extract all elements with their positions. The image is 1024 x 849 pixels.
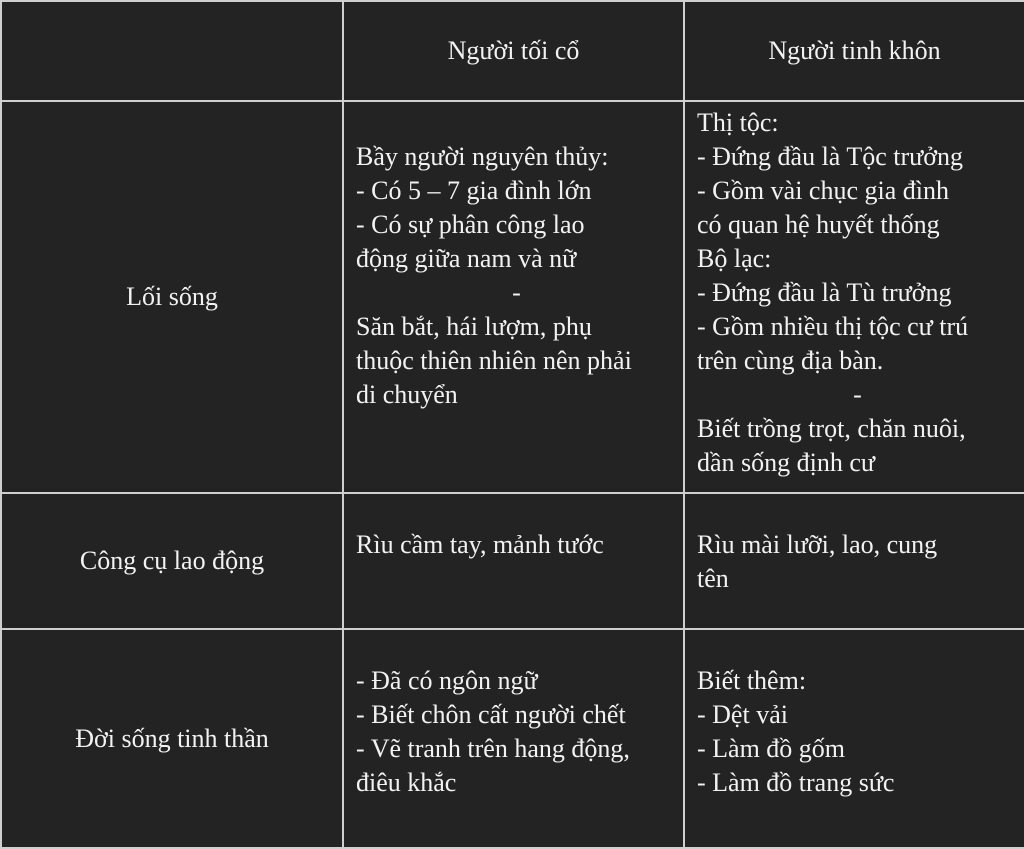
- cell-line: thuộc thiên nhiên nên phải: [356, 346, 632, 375]
- cell-line: Bầy người nguyên thủy:: [356, 142, 609, 171]
- cell-line: - Đứng đầu là Tộc trưởng: [697, 142, 964, 171]
- header-nguoi-toi-co: Người tối cổ: [343, 1, 684, 101]
- cell-line: Biết trồng trọt, chăn nuôi,: [697, 414, 966, 443]
- cell-line: - Có sự phân công lao: [356, 210, 585, 239]
- cell-line: có quan hệ huyết thống: [697, 210, 940, 239]
- table-row-doi-song-tinh-than: [1, 629, 1024, 848]
- cell-cong-cu-tinh-khon: [684, 493, 1024, 629]
- cell-line: - Đã có ngôn ngữ: [356, 666, 538, 695]
- header-row: [1, 1, 1024, 101]
- cell-line: tên: [697, 564, 729, 593]
- cell-line: - Biết chôn cất người chết: [356, 700, 626, 729]
- cell-line: Thị tộc:: [697, 108, 779, 137]
- cell-line: Rìu cầm tay, mảnh tước: [356, 530, 604, 559]
- row-label-loi-song: Lối sống: [1, 101, 343, 493]
- cell-cong-cu-toi-co: [343, 493, 684, 629]
- cell-line: dần sống định cư: [697, 448, 876, 477]
- cell-line: Săn bắt, hái lượm, phụ: [356, 312, 592, 341]
- cell-dash: -: [512, 278, 521, 307]
- cell-line: động giữa nam và nữ: [356, 244, 577, 273]
- cell-line: di chuyển: [356, 380, 458, 409]
- table-row-loi-song: [1, 101, 1024, 493]
- cell-line: Rìu mài lưỡi, lao, cung: [697, 530, 938, 559]
- cell-dash: -: [853, 380, 862, 409]
- cell-line: - Làm đồ gốm: [697, 734, 846, 763]
- row-label-cong-cu: Công cụ lao động: [1, 493, 343, 629]
- cell-line: - Dệt vải: [697, 700, 788, 729]
- cell-tinh-than-toi-co: [343, 629, 684, 848]
- cell-loi-song-toi-co: [343, 101, 684, 493]
- cell-line: - Đứng đầu là Tù trưởng: [697, 278, 952, 307]
- cell-line: - Có 5 – 7 gia đình lớn: [356, 176, 592, 205]
- cell-line: trên cùng địa bàn.: [697, 346, 884, 375]
- cell-line: - Gồm vài chục gia đình: [697, 176, 949, 205]
- header-empty-cell: [1, 1, 343, 101]
- header-nguoi-tinh-khon: Người tinh khôn: [684, 1, 1024, 101]
- cell-tinh-than-tinh-khon: [684, 629, 1024, 848]
- cell-line: điêu khắc: [356, 768, 457, 797]
- cell-line: Bộ lạc:: [697, 244, 772, 273]
- table-row-cong-cu: [1, 493, 1024, 629]
- cell-line: - Vẽ tranh trên hang động,: [356, 734, 630, 763]
- row-label-doi-song-tinh-than: Đời sống tinh thần: [1, 629, 343, 848]
- cell-line: Biết thêm:: [697, 666, 807, 695]
- cell-line: - Làm đồ trang sức: [697, 768, 895, 797]
- cell-line: - Gồm nhiều thị tộc cư trú: [697, 312, 969, 341]
- cell-loi-song-tinh-khon: [684, 101, 1024, 493]
